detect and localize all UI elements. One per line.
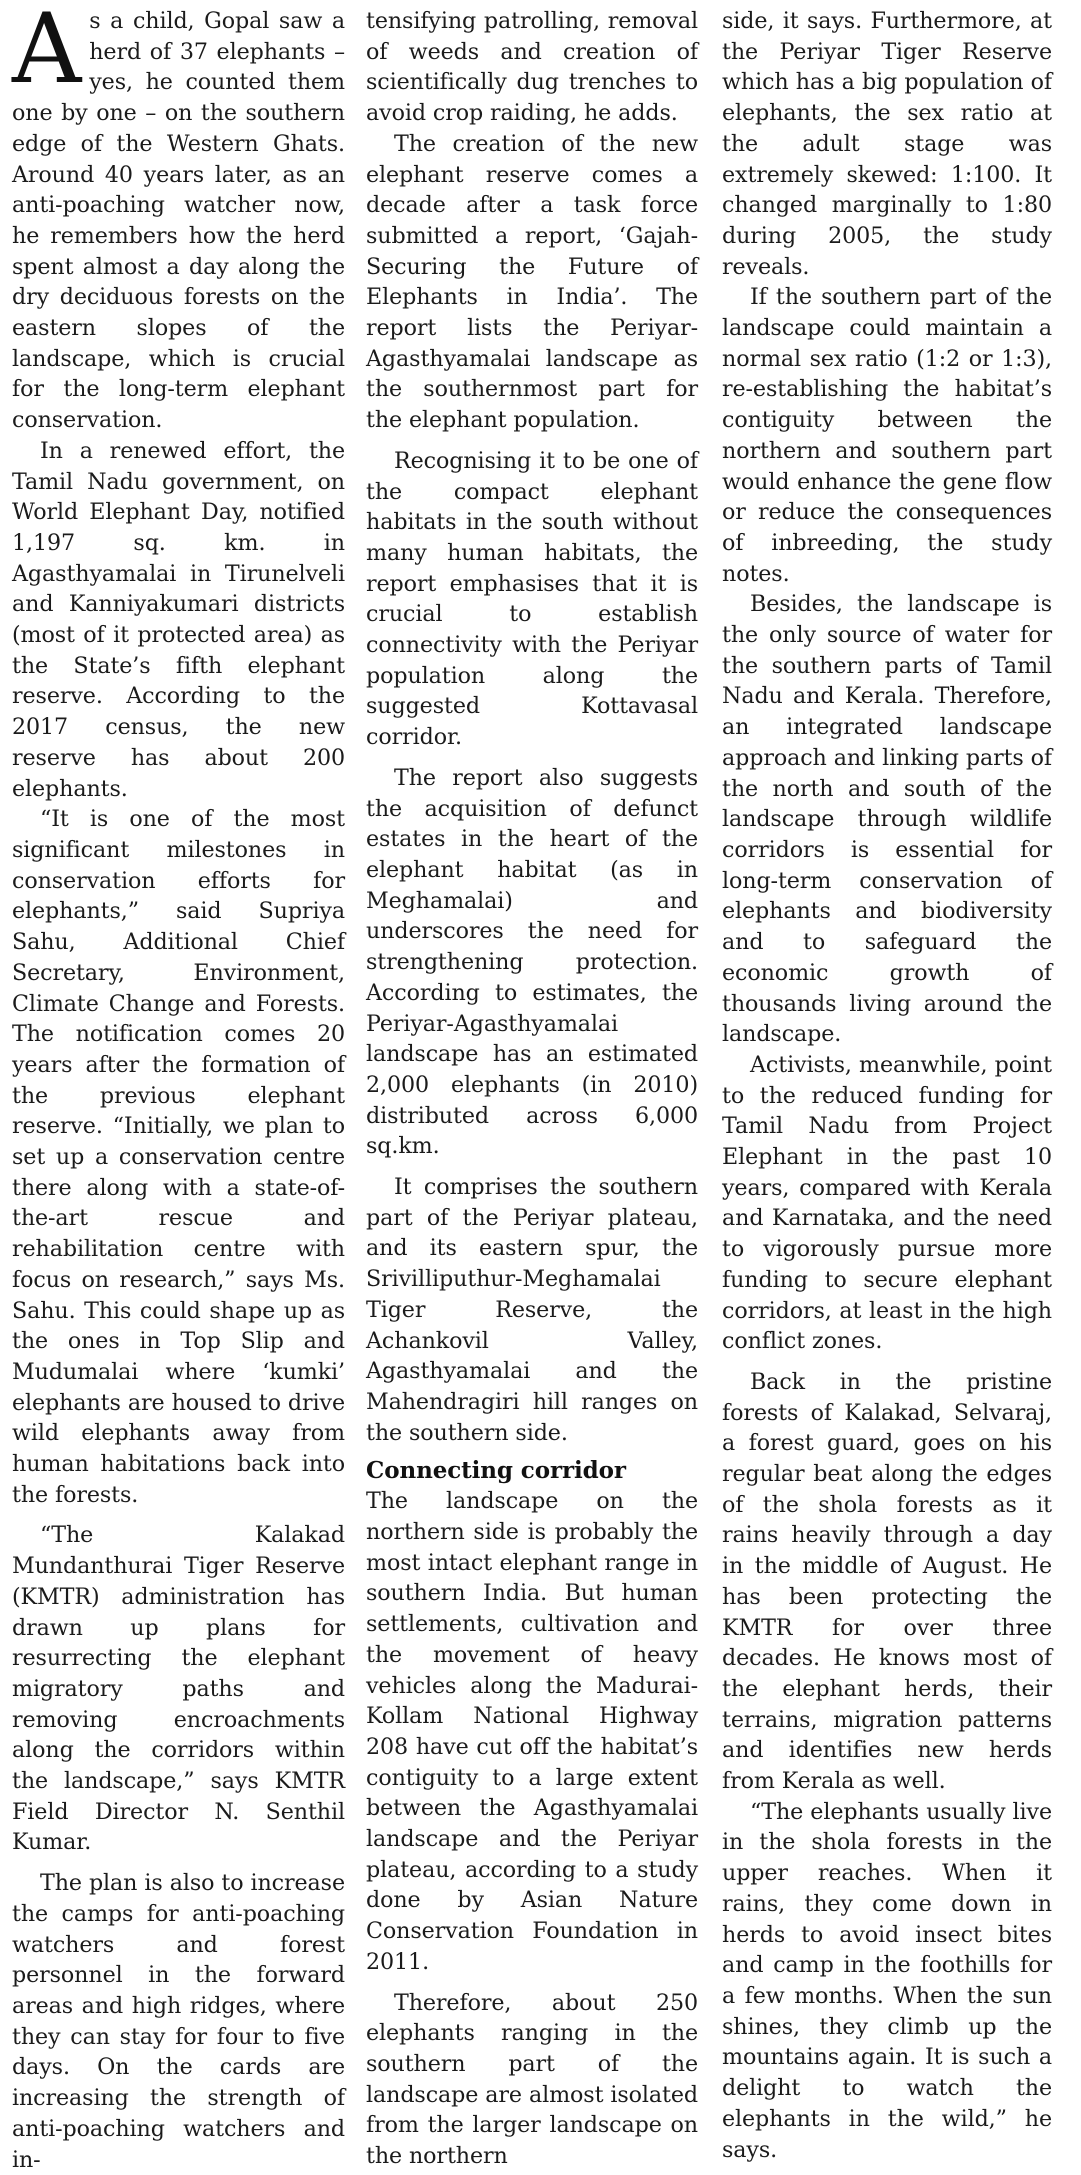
paragraph: The creation of the new elephant reserve comes a decade after a task force submitted a report, ‘Gajah-Securing the Future of Elephants in India’. The report lists the Periyar-Agasthyamalai landscape as the southernmost part for the elephant population.: [366, 130, 698, 434]
paragraph: side, it says. Furthermore, at the Periyar Tiger Reserve which has a big population of elephants, the sex ratio at the adult stage was extremely skewed: 1:100. It changed marginally to 1:80 during 2005, the study reveals.: [722, 8, 1052, 280]
paragraph: Besides, the landscape is the only source of water for the southern parts of Tamil Nadu and Kerala. Therefore, an integrated landscape approach and linking parts of the north and south of the landscape through wildlife corridors is essential for long-term conservation of elephants and biodiversity and to safeguard the economic growth of thousands living around the landscape.: [722, 591, 1052, 1048]
paragraph: It comprises the southern part of the Periyar plateau, and its eastern spur, the Srivilliputhur-Meghamalai Tiger Reserve, the Achankovil Valley, Agasthyamalai and the Mahendragiri hill ranges on the southern side.: [366, 1174, 698, 1446]
column-3: [722, 6, 1052, 2163]
paragraph: [12, 0, 345, 436]
paragraph: “The Kalakad Mundanthurai Tiger Reserve (KMTR) administration has drawn up plans for resurrecting the elephant migratory paths and removing encroachments along the corridors within the landscape,” says KMTR Field Director N. Senthil Kumar.: [12, 1522, 345, 1856]
paragraph: Therefore, about 250 elephants ranging in the southern part of the landscape are almost isolated from the larger landscape on the northern: [366, 1989, 698, 2170]
subheading: Connecting corridor: [366, 1457, 626, 1485]
paragraph: Recognising it to be one of the compact elephant habitats in the south without many human habitats, the report emphasises that it is crucial to establish connectivity with the Periyar population along the suggested Kottavasal corridor.: [366, 447, 698, 751]
paragraph: The plan is also to increase the camps for anti-poaching watchers and forest personnel in the forward areas and high ridges, where they can stay for four to five days. On the cards are increasing the strength of anti-poaching watchers and in-: [12, 1870, 345, 2173]
paragraph: If the southern part of the landscape could maintain a normal sex ratio (1:2 or 1:3), re-establishing the habitat’s contiguity between the northern and southern part would enhance the gene flow or reduce the consequences of inbreeding, the study notes.: [722, 284, 1052, 587]
paragraph-text: s a child, Gopal saw a herd of 37 elephants – yes, he counted them one by one – on the southern edge of the Western Ghats. Around 40 years later, as an anti-poaching watcher now, he remembers how the herd spent almost a day along the dry deciduous forests on the eastern slopes of the landscape, which is crucial for the long-term elephant conservation.: [12, 8, 345, 434]
column-1: [12, 0, 345, 2173]
paragraph: The report also suggests the acquisition of defunct estates in the heart of the elephant habitat (as in Meghamalai) and underscores the need for strengthening protection. According to estimates, the Periyar-Agasthyamalai landscape has an estimated 2,000 elephants (in 2010) distributed across 6,000 sq.km.: [366, 764, 698, 1160]
paragraph: “It is one of the most significant milestones in conservation efforts for elephants,” said Supriya Sahu, Additional Chief Secretary, Environment, Climate Change and Forests. The notification comes 20 years after the formation of the previous elephant reserve. “Initially, we plan to set up a conservation centre there along with a state-of-the-art rescue and rehabilitation centre with focus on research,” says Ms. Sahu. This could shape up as the ones in Top Slip and Mudumalai where ‘kumki’ elephants are housed to drive wild elephants away from human habitations back into the forests.: [12, 806, 345, 1508]
paragraph: The landscape on the northern side is probably the most intact elephant range in southern India. But human settlements, cultivation and the movement of heavy vehicles along the Madurai-Kollam National Highway 208 have cut off the habitat’s contiguity to a large extent between the Agasthyamalai landscape and the Periyar plateau, according to a study done by Asian Nature Conservation Foundation in 2011.: [366, 1488, 698, 1975]
paragraph: tensifying patrolling, removal of weeds and creation of scientifically dug trenches to avoid crop raiding, he adds.: [366, 8, 698, 127]
column-2: [366, 6, 698, 2170]
paragraph: “The elephants usually live in the shola forests in the upper reaches. When it rains, they come down in herds to avoid insect bites and camp in the foothills for a few months. When the sun shines, they climb up the mountains again. It is such a delight to watch the elephants in the wild,” he says.: [722, 1798, 1052, 2163]
paragraph: Back in the pristine forests of Kalakad, Selvaraj, a forest guard, goes on his regular beat along the edges of the shola forests as it rains heavily through a day in the middle of August. He has been protecting the KMTR for over three decades. He knows most of the elephant herds, their terrains, migration patterns and identifies new herds from Kerala as well.: [722, 1368, 1052, 1795]
paragraph: Activists, meanwhile, point to the reduced funding for Tamil Nadu from Project Elephant in the past 10 years, compared with Kerala and Karnataka, and the need to vigorously pursue more funding to secure elephant corridors, at least in the high conflict zones.: [722, 1051, 1052, 1355]
paragraph: In a renewed effort, the Tamil Nadu government, on World Elephant Day, notified 1,197 sq. km. in Agasthyamalai in Tirunelveli and Kanniyakumari districts (most of it protected area) as the State’s fifth elephant reserve. According to the 2017 census, the new reserve has about 200 elephants.: [12, 437, 345, 802]
drop-cap: A: [12, 0, 82, 105]
